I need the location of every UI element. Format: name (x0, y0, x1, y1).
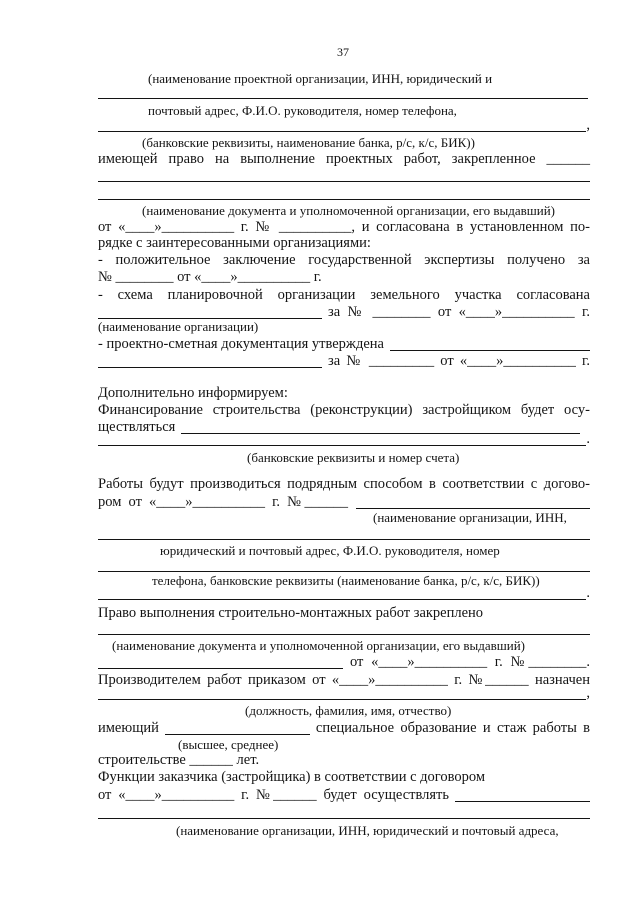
page-number: 37 (337, 45, 349, 59)
estimate-ref-row (98, 353, 590, 370)
caption-design-address: почтовый адрес, Ф.И.О. руководителя, номер телефона, (148, 103, 457, 118)
caption-design-bank: (банковские реквизиты, наименование банка, р/с, к/с, БИК)) (142, 135, 475, 150)
trailing-period: . (586, 431, 590, 447)
expertise-ref: № ________ от «____»__________ г. (98, 269, 322, 285)
education-text: специальное образование и стаж работы в (315, 720, 590, 736)
financing-text: Финансирование строительства (реконструкции) застройщиком будет осу- (98, 402, 590, 418)
customer-ref-row (98, 787, 590, 804)
education-row (98, 720, 590, 737)
blank-line (98, 599, 586, 600)
design-right-text: имеющей право на выполнение проектных работ, закрепленное ______ (98, 151, 590, 167)
having-label: имеющий (98, 720, 159, 736)
construction-ref: от «____»__________ г. №________. (350, 654, 590, 670)
caption-contractor-address: юридический и почтовый адрес, Ф.И.О. руководителя, номер (160, 543, 500, 558)
blank-line-row (98, 117, 590, 134)
caption-customer-org: (наименование организации, ИНН, юридический и почтовый адреса, (176, 823, 559, 838)
blank-line (98, 634, 590, 635)
caption-organization-name: (наименование организации) (98, 319, 259, 334)
blank-line (98, 818, 590, 819)
contractor-text: Работы будут производиться подрядным способом в соответствии с догово- (98, 476, 590, 492)
construction-rights-text: Право выполнения строительно-монтажных работ закреплено (98, 605, 484, 621)
financing-text-cont: ществляться (98, 419, 176, 435)
experience-text: строительстве ______ лет. (98, 752, 260, 768)
blank-line (98, 539, 590, 540)
approval-text-cont: рядке с заинтересованными организациями: (98, 235, 371, 251)
scheme-text: - схема планировочной организации земельного участка согласована (98, 287, 590, 303)
caption-design-organization: (наименование проектной организации, ИНН, юридический и (148, 71, 493, 86)
caption-contractor-bank: телефона, банковские реквизиты (наименование банка, р/с, к/с, БИК)) (152, 573, 540, 588)
caption-contractor-org: (наименование организации, ИНН, (373, 510, 567, 525)
site-manager-text: Производителем работ приказом от «____»__________ г. №______ назначен (98, 672, 590, 688)
customer-text: Функции заказчика (застройщика) в соответствии с договором (98, 769, 486, 785)
blank-line (98, 98, 588, 99)
trailing-period: . (586, 585, 590, 601)
blank-line-row (98, 585, 590, 602)
trailing-comma: , (586, 117, 590, 133)
blank-line-row (98, 685, 590, 702)
blank-line (98, 199, 590, 200)
blank-line (98, 131, 586, 132)
estimate-text: - проектно-сметная документация утверждена (98, 336, 384, 352)
blank-line (98, 367, 322, 368)
caption-document-issuer: (наименование документа и уполномоченной организации, его выдавший) (142, 203, 556, 218)
estimate-row (98, 336, 590, 353)
blank-line-row (98, 431, 590, 448)
blank-line (455, 801, 590, 802)
blank-line (98, 445, 586, 446)
trailing-comma: , (586, 685, 590, 701)
contractor-cont-row (98, 494, 590, 511)
blank-line (356, 508, 590, 509)
caption-education: (высшее, среднее) (178, 737, 279, 752)
financing-intro: Дополнительно информируем: (98, 385, 288, 401)
expertise-text: - положительное заключение государственной экспертизы получено за (98, 252, 590, 268)
blank-line (98, 699, 586, 700)
construction-ref-row (98, 654, 590, 671)
caption-bank-account: (банковские реквизиты и номер счета) (247, 450, 460, 465)
scheme-ref: за № ________ от «____»__________ г. (328, 304, 590, 320)
blank-line (98, 668, 343, 669)
contractor-text-cont: ром от «____»__________ г. №______ (98, 494, 348, 510)
blank-line (98, 181, 590, 182)
blank-line (165, 734, 310, 735)
estimate-ref: за № _________ от «____»__________ г. (328, 353, 590, 369)
caption-person: (должность, фамилия, имя, отчество) (245, 703, 452, 718)
blank-line (98, 571, 590, 572)
blank-line (390, 350, 590, 351)
approval-text: от «____»__________ г. № __________, и согласована в установленном по- (98, 219, 590, 235)
customer-ref: от «____»__________ г. №______ будет осуществлять (98, 787, 449, 803)
caption-construction-document: (наименование документа и уполномоченной организации, его выдавший) (112, 638, 526, 653)
